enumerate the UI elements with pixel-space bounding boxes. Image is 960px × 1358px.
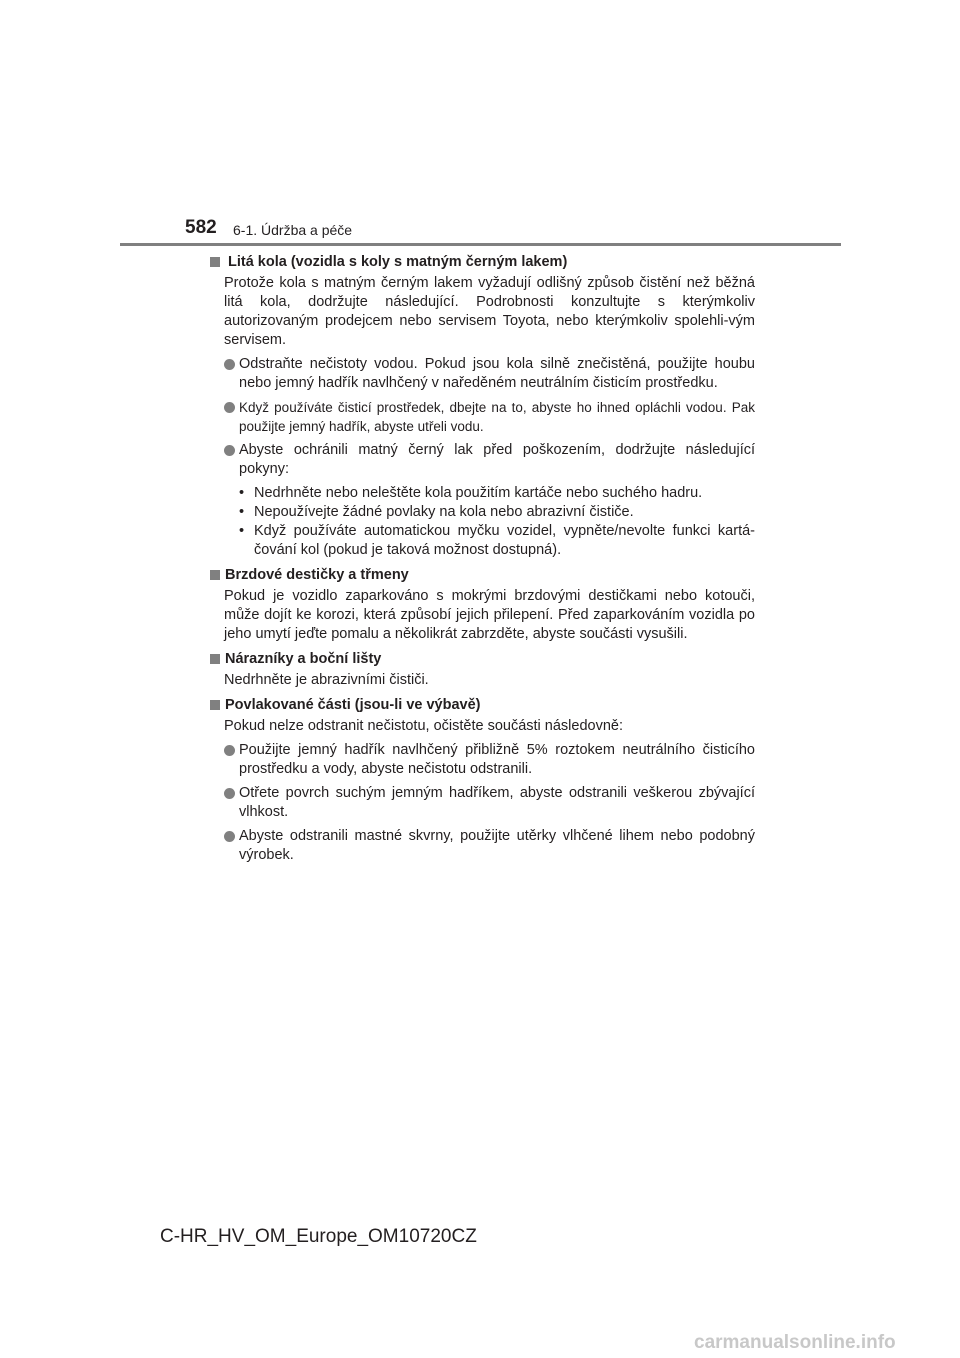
sub-list-item: • Když používáte automatickou myčku vozidel, vypněte/nevolte funkci kartá-čování kol (pokud je taková možnost dostupná). bbox=[239, 523, 755, 558]
section-intro: Pokud nelze odstranit nečistotu, očistěte součásti následovně: bbox=[224, 718, 623, 734]
list-item: Odstraňte nečistoty vodou. Pokud jsou kola silně znečistěná, použijte houbu nebo jemný hadřík navlhčený v naředěném neutrálním čisticím prostředku. bbox=[224, 355, 755, 393]
header-rule bbox=[120, 243, 841, 246]
section-coated-parts bbox=[210, 696, 755, 865]
circle-bullet-icon bbox=[224, 359, 235, 370]
circle-bullet-icon bbox=[224, 402, 235, 413]
dot-bullet-icon: • bbox=[239, 523, 245, 539]
circle-bullet-icon bbox=[224, 831, 235, 842]
square-bullet-icon bbox=[210, 257, 220, 267]
list-item: Abyste ochránili matný černý lak před poškozením, dodržujte následující pokyny: bbox=[224, 441, 755, 479]
section-brake-pads bbox=[210, 566, 755, 644]
watermark: carmanualsonline.info bbox=[694, 1332, 896, 1353]
section-alloy-wheels bbox=[210, 253, 755, 560]
square-bullet-icon bbox=[210, 570, 220, 580]
section-intro: Pokud je vozidlo zaparkováno s mokrými brzdovými destičkami nebo kotouči, může dojít ke korozi, která způsobí jejich přilepení. Před zaparkováním vozidla po jeho umytí jeďte pomalu a několikrát zabrzděte, abyste součásti vysušili. bbox=[224, 588, 755, 642]
sub-list-item: • Nedrhněte nebo neleštěte kola použitím kartáče nebo suchého hadru. bbox=[239, 485, 703, 501]
section-intro: Protože kola s matným černým lakem vyžadují odlišný způsob čistění než běžná litá kola, dodržujte následující. Podrobnosti konzultujte s kterýmkoliv autorizovaným prodejcem nebo servisem Toyota, nebo kterýmkoliv spolehli-vým servisem. bbox=[224, 275, 755, 348]
square-bullet-icon bbox=[210, 700, 220, 710]
section-heading: Litá kola (vozidla s koly s matným černým lakem) bbox=[210, 253, 755, 272]
section-title: 6-1. Údržba a péče bbox=[233, 222, 353, 238]
page-content bbox=[210, 253, 755, 865]
section-heading: Nárazníky a boční lišty bbox=[210, 650, 755, 669]
list-item: Otřete povrch suchým jemným hadříkem, abyste odstranili veškerou zbývající vlhkost. bbox=[224, 784, 755, 822]
circle-bullet-icon bbox=[224, 745, 235, 756]
sub-list-item: • Nepoužívejte žádné povlaky na kola nebo abrazivní čističe. bbox=[239, 504, 634, 520]
page-number: 582 bbox=[185, 217, 217, 238]
sub-list bbox=[239, 484, 755, 560]
footer-doc-code: C-HR_HV_OM_Europe_OM10720CZ bbox=[160, 1226, 477, 1247]
square-bullet-icon bbox=[210, 654, 220, 664]
section-heading: Povlakované části (jsou-li ve výbavě) bbox=[210, 696, 755, 715]
list-item: Použijte jemný hadřík navlhčený přibližně 5% roztokem neutrálního čisticího prostředku a vody, abyste nečistotu odstranili. bbox=[224, 741, 755, 779]
circle-bullet-icon bbox=[224, 445, 235, 456]
list-item: Abyste odstranili mastné skvrny, použijte utěrky vlhčené lihem nebo podobný výrobek. bbox=[224, 827, 755, 865]
section-heading: Brzdové destičky a třmeny bbox=[210, 566, 755, 585]
dot-bullet-icon: • bbox=[239, 485, 245, 501]
section-bumpers bbox=[210, 650, 755, 690]
dot-bullet-icon: • bbox=[239, 504, 245, 520]
list-item: Když používáte čisticí prostředek, dbejte na to, abyste ho ihned opláchli vodou. Pak použijte jemný hadřík, abyste utřeli vodu. bbox=[224, 398, 755, 436]
section-intro: Nedrhněte je abrazivními čističi. bbox=[224, 672, 429, 688]
circle-bullet-icon bbox=[224, 788, 235, 799]
